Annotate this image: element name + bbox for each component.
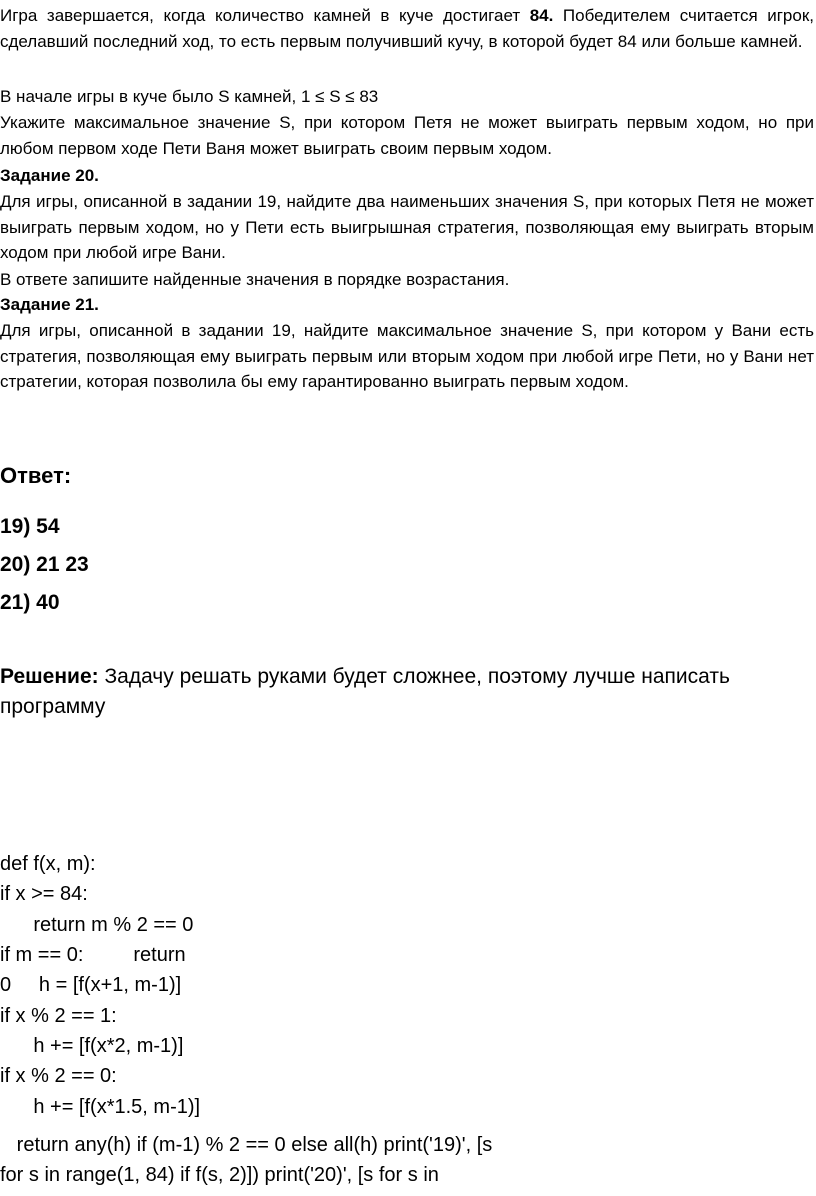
solution-text: Задачу решать руками будет сложнее, поэтому лучше написать программу <box>0 665 730 718</box>
code-line: if x >= 84: <box>0 883 88 905</box>
code-line: if x % 2 == 1: <box>0 1005 117 1027</box>
answer-line-20: 20) 21 23 <box>0 553 89 576</box>
code-line: h += [f(x*2, m-1)] <box>0 1035 184 1057</box>
code-line: if m == 0: return <box>0 944 186 966</box>
solution-label: Решение: <box>0 665 99 688</box>
task20-note: В ответе запишите найденные значения в порядке возрастания. <box>0 270 510 289</box>
answer-line-19: 19) 54 <box>0 515 60 538</box>
code-line: if x % 2 == 0: <box>0 1065 117 1087</box>
code-line: def f(x, m): <box>0 853 96 875</box>
task20-question: Для игры, описанной в задании 19, найдите два наименьших значения S, при которых Петя не может выиграть первым ходом, но у Пети есть выигрышная стратегия, позволяющая ему выиграть вторым ходом при любой игре Вани. <box>0 192 814 263</box>
task20-title: Задание 20. <box>0 166 99 185</box>
intro-paragraph-rules <box>0 3 814 54</box>
answer-line-21: 21) 40 <box>0 591 60 614</box>
intro-text-end: Победителем считается игрок, сделавший последний ход, то есть первым получивший кучу, в которой будет 84 или больше камней. <box>0 6 814 51</box>
code-line: h += [f(x*1.5, m-1)] <box>0 1096 201 1118</box>
task21-title: Задание 21. <box>0 295 99 314</box>
target-stone-count: 84. <box>529 6 554 25</box>
task21-question: Для игры, описанной в задании 19, найдите максимальное значение S, при котором у Вани есть стратегия, позволяющая ему выиграть первым или вторым ходом при любой игре Пети, но у Вани нет стратегии, которая позволила бы ему гарантированно выиграть первым ходом. <box>0 321 814 392</box>
solution-paragraph <box>0 662 814 722</box>
intro-paragraph-initial-state: В начале игры в куче было S камней, 1 ≤ S ≤ 83 <box>0 87 379 106</box>
code-line: return any(h) if (m-1) % 2 == 0 else all(h) print('19)', [s <box>0 1134 493 1156</box>
intro-text-start: Игра завершается, когда количество камней в куче достигает <box>0 6 530 25</box>
answer-heading: Ответ: <box>0 463 72 488</box>
task19-question: Укажите максимальное значение S, при котором Петя не может выиграть первым ходом, но при любом первом ходе Пети Ваня может выиграть своим первым ходом. <box>0 113 814 158</box>
code-line: return m % 2 == 0 <box>0 914 194 936</box>
code-line: 0 h = [f(x+1, m-1)] <box>0 974 182 996</box>
code-line: for s in range(1, 84) if f(s, 2)]) print('20)', [s for s in <box>0 1164 439 1186</box>
